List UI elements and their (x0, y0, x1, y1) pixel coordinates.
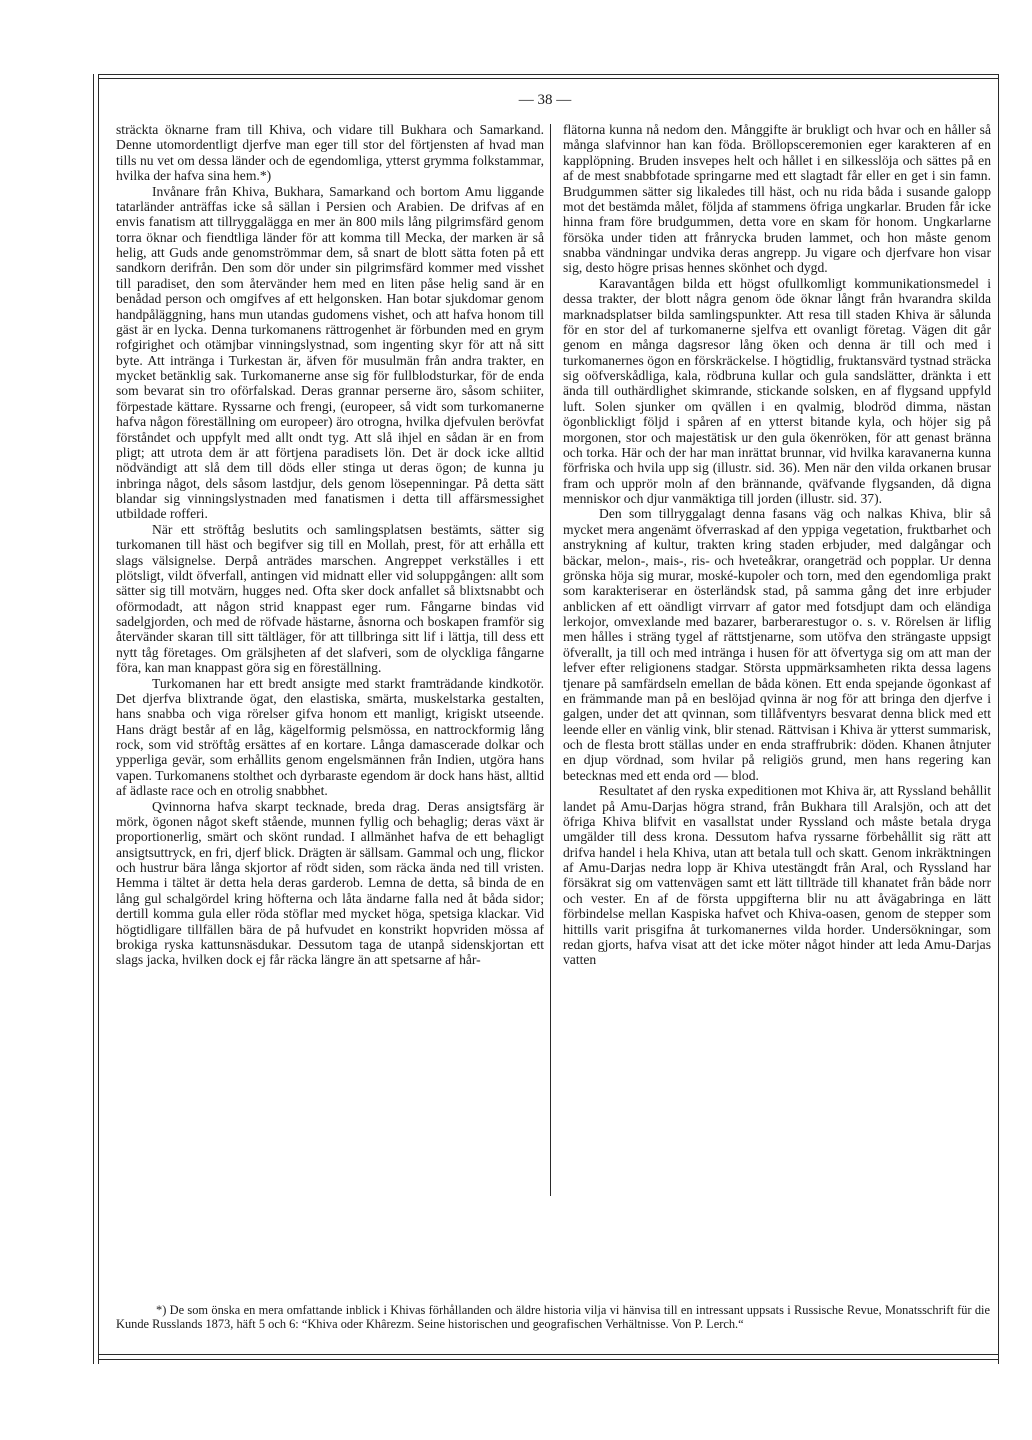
paragraph: Turkomanen har ett bredt ansigte med starkt framträdande kindkotör. Det djerfva blixtrande ögat, den elastiska, smärta, muskelstarka gestalten, hans snabba och viga rörelser gifva honom ett manligt, krigiskt utseende. Hans drägt består af en låg, kägelformig pelsmössa, en nattrockformig lång rock, som vid ströftåg ersättes af en kortare. Långa damascerade dolkar och ypperliga gevär, som erhållits genom engelsmännen från Indien, utgöra hans vapen. Turkomanens stolthet och dyrbaraste egendom är dock hans häst, alltid af ädlaste race och en otrolig snabbhet. (116, 675, 544, 799)
right-border-rule (998, 74, 999, 1364)
paragraph: Resultatet af den ryska expeditionen mot Khiva är, att Ryssland behållit landet på Amu-Darjas högra strand, från Bukhara till Aralsjön, och att det öfriga Khiva blifvit en vasallstat under Ryssland och måste betala dryga umgälder till dess krona. Dessutom hafva ryssarne förbehållit sig rätt att drifva handel i hela Khiva, utan att betala tull och skatt. Genom inkräktningen af Amu-Darjas nedra lopp är Khiva utestängdt från Aral, och Ryssland har försäkrat sig om vattenvägen samt ett lätt tillträde till khanatet från både norr och vester. En af de första uppgifterna blir nu att åvägabringa en lätt förbindelse mellan Kaspiska hafvet och Khiva-oasen, genom de stepper som hittills varit prisgifna åt turkomanernes vilda horder. Undersökningar, som redan gjorts, hafva visat att det icke möter något hinder att leda Amu-Darjas vatten (563, 783, 991, 968)
top-border-rule (98, 74, 998, 75)
left-column (116, 122, 544, 968)
column-divider-rule (550, 124, 551, 1196)
left-border-rule (93, 74, 94, 1364)
paragraph: sträckta öknarne fram till Khiva, och vidare till Bukhara och Samarkand. Denne utomordentligt djerfve man eger till stor del förtjensten af hvad man tills nu vet om dessa länder och de egendomliga, ytterst grymma folkstammar, hvilka der hafva sina hem.*) (116, 122, 544, 184)
paragraph: Qvinnorna hafva skarpt tecknade, breda drag. Deras ansigtsfärg är mörk, ögonen något skeft stående, munnen fyllig och behaglig; deras växt är proportionerlig, smärt och skönt rundad. I allmänhet hafva de ett behagligt ansigtsuttryck, en fri, djerf blick. Drägten är sällsam. Gammal och ung, flickor och hustrur bära långa skjortor af rödt siden, som räcka ända ned till vristen. Hemma i tältet är detta hela deras garderob. Lemna de detta, så binda de en lång gul schalgördel kring höfterna och låta ändarne falla ned åt båda sidor; dertill komma gula eller röda stöflar med mycket höga, spetsiga klackar. Vid högtidligare tillfällen bära de på hufvudet en konstrikt hopvriden mössa af brokiga ryska kattunsnäsdukar. Dessutom taga de utanpå sidenskjortan ett slags jacka, hvilken dock ej får räcka längre än att spetsarne af hår- (116, 798, 544, 968)
footnote: *) De som önska en mera omfattande inblick i Khivas förhållanden och äldre historia vilja vi hänvisa till en intressant uppsats i Russische Revue, Monatsschrift für die Kunde Russlands 1873, häft 5 och 6: “Khiva oder Khârezm. Seine historischen und geografischen Verhältnisse. Von P. Lerch.“ (116, 1303, 990, 1331)
paragraph: Den som tillryggalagt denna fasans väg och nalkas Khiva, blir så mycket mera angenämt öfverraskad af den yppiga vegetation, fruktbarhet och anstrykning af kultur, trakten kring staden erbjuder, med dalgångar och bäckar, melon-, mais-, ris- och hveteåkrar, orangeträd och popplar. Ur denna grönska höja sig murar, moské-kupoler och torn, med den egendomliga prakt som karakteriserar en österländsk stad, på samma gång det inre erbjuder anblicken af ett oändligt virrvarr af gator med fotsdjupt dam och eländiga lerkojor, omvexlande med bazarer, barberarestugor o. s. v. Rörelsen är liflig men hålles i sträng tygel af rättstjenarne, som utöfva den strängaste uppsigt öfverallt, ja till och med intränga i husen för att öfvertyga sig om att man der lefver efter religionens stadgar. Största uppmärksamheten rikta dessa lagens tjenare på samfärdseln emellan de båda könen. Ett enda spejande ögonkast af en främmande man på en beslöjad qvinna är nog för att bringa den djerfve i galgen, under det att qvinnan, som tillåfventyrs besvarat denna blick med ett leende eller en vänlig vink, blir stenad. Rättvisan i Khiva är ytterst summarisk, och de flesta brott ställas under en enda straffrubrik: döden. Khanen åtnjuter en djup vördnad, som hvilar på religiös grund, men hans regering kan betecknas med ett enda ord — blod. (563, 506, 991, 783)
paragraph: Invånare från Khiva, Bukhara, Samarkand och bortom Amu liggande tatarländer anträffas icke så sällan i Persien och Arabien. De drifvas af en envis fanatism att tillryggalägga en mer än 800 mils lång pilgrimsfärd genom torra öknar och fiendtliga länder för att komma till Mecka, der marken är så helig, att Guds ande genomströmmar dem, så snart de blott sätta foten på ett sandkorn derifrån. Den som dör under sin pilgrimsfärd kommer med visshet till paradiset, den som återvänder hem med en liten påse helig sand är en benådad person och omgifves af ett helgonsken. Han botar sjukdomar genom handpåläggning, hans mun utandas gudomens vishet, och att hafva honom till gäst är en lycka. Denna turkomanens rättrogenhet är förbunden med en grym rofgirighet och otämjbar vinningslystnad, som ingenting skyr för att nå sitt byte. Att intränga i Turkestan är, äfven för musulmän från andra trakter, en mycket betänklig sak. Turkomanerne anse sig för fullblodsturkar, för de enda som bevarat sin tro oförfalskad. Deras grannar perserne äro, såsom schiiter, förpestade kättare. Ryssarne och frengi, (europeer, så vidt som turkomanerne hafva någon föreställning om europeer) äro otrogna, hvilka djefvulen berövfat förståndet och uppfylt med allt ondt tyg. Att slå ihjel en sådan är en from pligt; att utrota dem är att förtjena paradisets lön. Det är dock icke alltid nödvändigt att slå dem till döds eller stinga ut deras ögon; de kunna ju inbringa något, dels såsom lastdjur, dels genom lösepenningar. På detta sätt blandar sig vinningslystnaden med fanatismen i detta till affärsmessighet utbildade rofferi. (116, 183, 544, 522)
paragraph: Karavantågen bilda ett högst ofullkomligt kommunikationsmedel i dessa trakter, der blott några genom öde öknar långt från hvarandra skilda marknadsplatser bilda samlingspunkter. Att resa till staden Khiva är sålunda för en stor del af turkomanerne sjelfva ett ovanligt företag. Vägen dit går genom en många dagsresor lång öken och denna är till och med i turkomanernes ögon en förskräckelse. I högtidlig, fruktansvärd tystnad sträcka sig oöfverskådliga, kala, rödbruna kullar och gula sandslätter, dränkta i ett ända till outhärdlighet skimrande, stickande solsken, en af flygsand uppfyld luft. Solen sjunker om qvällen i en qvalmig, blodröd dimma, nästan ögonblickligt följd i spåren af en ytterst bitande kyla, och höjer sig på morgonen, stor och majestätisk ur den gula ökenröken, för att genast bränna och torka. Här och der har man inrättat brunnar, vid hvilka karavanerna kunna förfriska och hvila upp sig (illustr. sid. 36). Men när den vilda orkanen brusar fram och upprör moln af den brännande, qväfvande flygsanden, då digna menniskor och djur vanmäktiga till jorden (illustr. sid. 37). (563, 275, 991, 506)
page-number: — 38 — (518, 92, 572, 108)
paragraph: När ett ströftåg beslutits och samlingsplatsen bestämts, sätter sig turkomanen till häst och begifver sig till en Mollah, prest, för att erhålla ett slags välsignelse. Derpå anträdes marschen. Angreppet verkställes i ett plötsligt, vildt öfverfall, antingen vid midnatt eller vid soluppgången: allt som sätter sig till motvärn, hugges ned. Ofta sker dock anfallet så blixtsnabbt och oförmodadt, att någon strid knappast eger rum. Fångarne bindas vid sadelgjorden, och med de röfvade hästarne, åsnorna och boskapen framför sig återvänder skaran till sitt tältläger, för att tillbringa sitt lif i lättja, till dess ett nytt tåg företages. Om grälsjheten af det slafveri, som de olyckliga fångarne föra, kan man knappast göra sig en föreställning. (116, 521, 544, 676)
bottom-border-rule (98, 1354, 998, 1355)
left-border-rule-inner (98, 74, 99, 1364)
right-column (563, 122, 991, 968)
bottom-border-rule-inner (98, 1359, 998, 1360)
paragraph: flätorna kunna nå nedom den. Månggifte är brukligt och hvar och en håller så många slafvinnor han kan föda. Bröllopsceremonien eger karakteren af en kapplöpning. Bruden insvepes helt och hållet i en silkesslöja och sättes på en af de mest snabbfotade springarne med ett slagtadt får eller en get i sin famn. Brudgummen sätter sig likaledes till häst, och nu rida båda i susande galopp mot det bestämda målet, följda af stammens öfriga ungkarlar. Bruden får icke hinna fram före brudgummen, detta vore en skam för honom. Ungkarlarne försöka under tiden att frånrycka bruden lammet, och hon måste genom snabba vändningar undvika deras angrepp. Ju vigare och djerfvare hon visar sig, desto högre prisas hennes skönhet och dygd. (563, 122, 991, 276)
top-border-rule-inner (98, 78, 998, 79)
